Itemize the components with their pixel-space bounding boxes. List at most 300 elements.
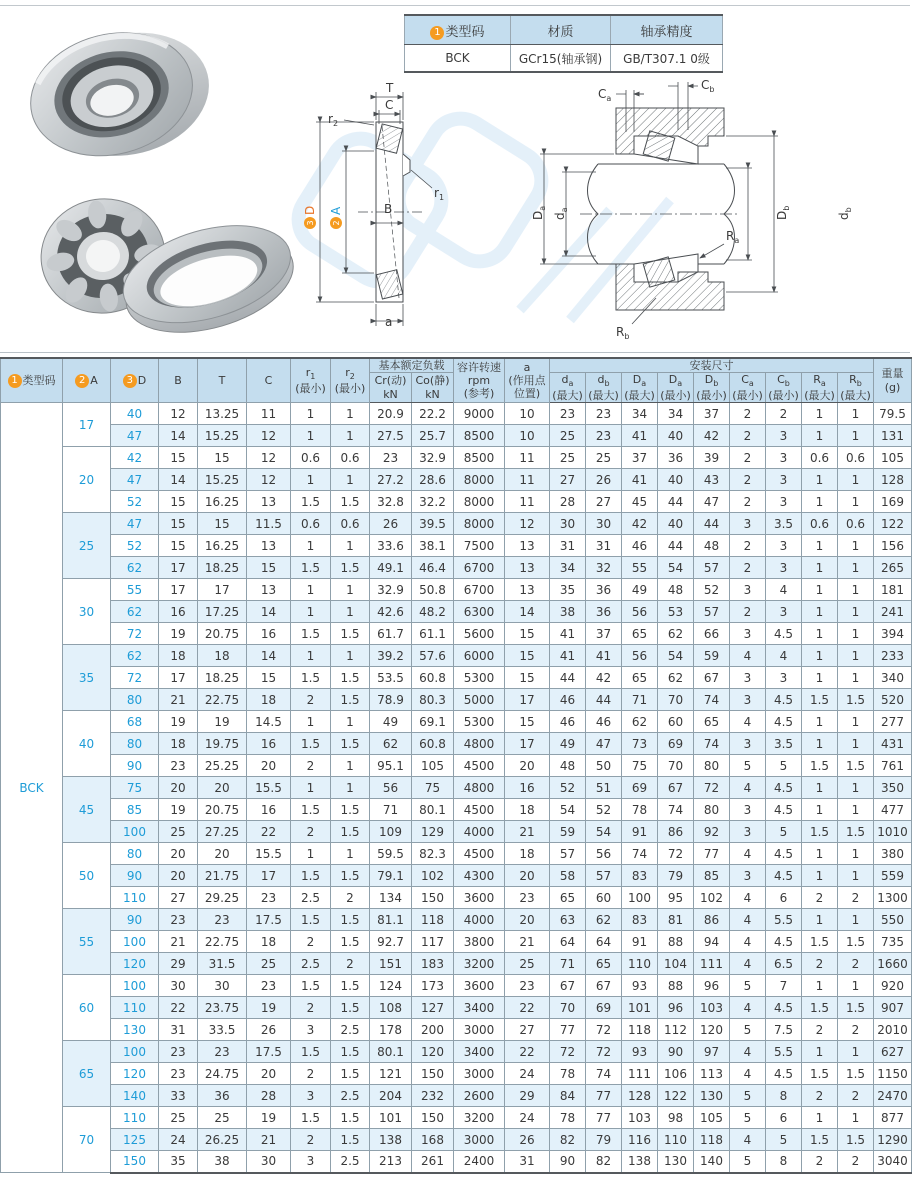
table-row <box>1 667 912 689</box>
table-cell: 23 <box>247 887 291 909</box>
table-cell: 14 <box>159 425 198 447</box>
d-value-cell: 62 <box>111 557 159 579</box>
table-cell: 20 <box>198 777 247 799</box>
table-cell: 64 <box>550 931 586 953</box>
table-cell: 69.1 <box>412 711 454 733</box>
table-cell: 1.5 <box>802 1129 838 1151</box>
table-cell: 4.5 <box>766 997 802 1019</box>
table-cell: 48 <box>694 535 730 557</box>
table-cell: 60 <box>658 711 694 733</box>
table-cell: 130 <box>658 1151 694 1173</box>
table-cell: 127 <box>412 997 454 1019</box>
table-cell: 1 <box>331 711 370 733</box>
table-cell: 2 <box>331 887 370 909</box>
table-cell: 350 <box>874 777 912 799</box>
table-cell: 79 <box>586 1129 622 1151</box>
table-cell: 77 <box>586 1085 622 1107</box>
table-cell: 62 <box>370 733 412 755</box>
d-value-cell: 52 <box>111 535 159 557</box>
table-cell: 94 <box>694 931 730 953</box>
table-cell: 1 <box>331 601 370 623</box>
table-cell: 42 <box>622 513 658 535</box>
table-cell: 1.5 <box>291 909 331 931</box>
d-value-cell: 62 <box>111 601 159 623</box>
table-cell: 20 <box>247 1063 291 1085</box>
table-cell: 39 <box>694 447 730 469</box>
table-cell: 5000 <box>454 689 505 711</box>
table-cell: 31 <box>550 535 586 557</box>
table-cell: 88 <box>658 931 694 953</box>
table-cell: 21 <box>247 1129 291 1151</box>
table-cell: 2 <box>838 887 874 909</box>
table-cell: 30 <box>550 513 586 535</box>
table-cell: 431 <box>874 733 912 755</box>
table-cell: 2 <box>802 887 838 909</box>
table-cell: 169 <box>874 491 912 513</box>
table-cell: 13 <box>505 579 550 601</box>
table-cell: 1 <box>331 579 370 601</box>
table-cell: 1 <box>291 403 331 425</box>
table-cell: 3 <box>291 1019 331 1041</box>
table-cell: 78 <box>550 1107 586 1129</box>
table-cell: 53 <box>658 601 694 623</box>
table-cell: 1.5 <box>331 491 370 513</box>
table-cell: 1 <box>838 777 874 799</box>
table-cell: 477 <box>874 799 912 821</box>
table-cell: 1 <box>802 843 838 865</box>
table-cell: 7 <box>766 975 802 997</box>
table-cell: 130 <box>694 1085 730 1107</box>
d-value-cell: 52 <box>111 491 159 513</box>
table-cell: 1 <box>838 667 874 689</box>
table-cell: 3600 <box>454 975 505 997</box>
col-header-a: 2 A <box>63 358 111 403</box>
table-cell: 32.8 <box>370 491 412 513</box>
table-cell: 88 <box>658 975 694 997</box>
table-cell: 1.5 <box>331 667 370 689</box>
table-cell: 82.3 <box>412 843 454 865</box>
table-cell: 48.2 <box>412 601 454 623</box>
table-cell: 10 <box>505 403 550 425</box>
d-value-cell: 72 <box>111 667 159 689</box>
table-cell: 1.5 <box>291 623 331 645</box>
table-cell: 1 <box>838 535 874 557</box>
table-cell: 2 <box>838 1151 874 1173</box>
table-cell: 1 <box>838 557 874 579</box>
table-cell: 14 <box>159 469 198 491</box>
table-cell: 4800 <box>454 777 505 799</box>
table-cell: 1 <box>838 733 874 755</box>
table-cell: 23 <box>198 909 247 931</box>
table-cell: 46.4 <box>412 557 454 579</box>
table-cell: 42 <box>586 667 622 689</box>
table-cell: 19 <box>247 997 291 1019</box>
table-cell: 49 <box>550 733 586 755</box>
table-cell: 2 <box>331 953 370 975</box>
table-cell: 22 <box>159 997 198 1019</box>
a-value-cell: 65 <box>63 1041 111 1107</box>
table-cell: 80 <box>694 799 730 821</box>
table-cell: 3 <box>766 425 802 447</box>
table-cell: 2 <box>838 953 874 975</box>
table-cell: 122 <box>658 1085 694 1107</box>
table-cell: 62 <box>658 667 694 689</box>
table-cell: 16 <box>247 799 291 821</box>
table-cell: 1 <box>291 469 331 491</box>
table-cell: 4 <box>730 887 766 909</box>
table-cell: 92 <box>694 821 730 843</box>
table-cell: 52 <box>586 799 622 821</box>
table-cell: 66 <box>694 623 730 645</box>
table-cell: 2.5 <box>331 1019 370 1041</box>
table-cell: 1.5 <box>802 931 838 953</box>
table-cell: 12 <box>247 447 291 469</box>
table-cell: 4500 <box>454 799 505 821</box>
table-cell: 6700 <box>454 557 505 579</box>
table-cell: 204 <box>370 1085 412 1107</box>
table-cell: 91 <box>622 931 658 953</box>
table-cell: 3 <box>766 469 802 491</box>
table-cell: 3400 <box>454 1041 505 1063</box>
table-cell: 4 <box>730 711 766 733</box>
table-cell: 41 <box>550 645 586 667</box>
table-cell: 35 <box>159 1151 198 1173</box>
table-row <box>1 931 912 953</box>
table-cell: 3.5 <box>766 733 802 755</box>
table-cell: 1.5 <box>331 931 370 953</box>
table-cell: 1 <box>802 601 838 623</box>
table-cell: 2400 <box>454 1151 505 1173</box>
table-cell: 93 <box>622 975 658 997</box>
table-cell: 1.5 <box>331 1107 370 1129</box>
table-cell: 19 <box>198 711 247 733</box>
table-cell: 5300 <box>454 711 505 733</box>
table-cell: 71 <box>550 953 586 975</box>
table-cell: 15 <box>159 447 198 469</box>
table-cell: 1 <box>291 425 331 447</box>
table-cell: 50.8 <box>412 579 454 601</box>
d-value-cell: 110 <box>111 1107 159 1129</box>
table-cell: 1.5 <box>331 689 370 711</box>
table-cell: 2 <box>291 1063 331 1085</box>
table-cell: 28 <box>550 491 586 513</box>
table-cell: 6 <box>766 887 802 909</box>
table-cell: 38 <box>550 601 586 623</box>
table-cell: 1.5 <box>291 733 331 755</box>
table-cell: 14.5 <box>247 711 291 733</box>
table-cell: 75 <box>412 777 454 799</box>
table-cell: 95.1 <box>370 755 412 777</box>
table-cell: 20.9 <box>370 403 412 425</box>
table-cell: 2 <box>730 469 766 491</box>
d-value-cell: 100 <box>111 1041 159 1063</box>
dim-label-a: a <box>385 315 393 329</box>
table-cell: 49.1 <box>370 557 412 579</box>
table-cell: 1.5 <box>291 557 331 579</box>
table-cell: 31 <box>505 1151 550 1173</box>
table-cell: 3600 <box>454 887 505 909</box>
table-cell: 22 <box>247 821 291 843</box>
table-cell: 8000 <box>454 491 505 513</box>
table-cell: 1 <box>802 733 838 755</box>
table-cell: 17 <box>159 557 198 579</box>
table-cell: 5 <box>730 1019 766 1041</box>
table-cell: 57 <box>694 601 730 623</box>
table-cell: 23 <box>550 403 586 425</box>
table-cell: 261 <box>412 1151 454 1173</box>
table-cell: 23.75 <box>198 997 247 1019</box>
table-cell: 1.5 <box>291 667 331 689</box>
table-cell: 49 <box>622 579 658 601</box>
table-cell: 96 <box>694 975 730 997</box>
table-cell: 25.7 <box>412 425 454 447</box>
table-cell: 31 <box>159 1019 198 1041</box>
table-cell: 86 <box>658 821 694 843</box>
dim-label-r1: $r_1$ <box>434 186 445 202</box>
table-cell: 12 <box>505 513 550 535</box>
info-header-type-code: 1 类型码 <box>405 15 511 45</box>
table-cell: 2 <box>802 953 838 975</box>
table-cell: 25 <box>505 953 550 975</box>
table-cell: 28.6 <box>412 469 454 491</box>
table-cell: 90 <box>550 1151 586 1173</box>
table-row <box>1 601 912 623</box>
col-header-mount-1: $d_b$ (最大) <box>586 373 622 403</box>
table-cell: 1 <box>838 1107 874 1129</box>
table-cell: 138 <box>622 1151 658 1173</box>
table-cell: 550 <box>874 909 912 931</box>
table-cell: 18 <box>198 645 247 667</box>
table-cell: 77 <box>694 843 730 865</box>
bearing-photo-separated <box>34 191 305 350</box>
table-cell: 8 <box>766 1151 802 1173</box>
table-row <box>1 557 912 579</box>
table-cell: 4300 <box>454 865 505 887</box>
table-cell: 1 <box>838 601 874 623</box>
table-cell: 1.5 <box>802 689 838 711</box>
table-cell: 181 <box>874 579 912 601</box>
table-cell: 16 <box>247 733 291 755</box>
table-cell: 15.25 <box>198 469 247 491</box>
col-header-mount-0: $d_a$ (最大) <box>550 373 586 403</box>
table-cell: 1 <box>802 623 838 645</box>
table-cell: 18 <box>505 799 550 821</box>
table-cell: 19 <box>159 799 198 821</box>
page-top-rule <box>0 5 910 6</box>
table-cell: 2.5 <box>291 887 331 909</box>
table-row <box>1 1019 912 1041</box>
d-value-cell: 110 <box>111 887 159 909</box>
table-cell: 1 <box>838 799 874 821</box>
table-cell: 5 <box>766 821 802 843</box>
table-cell: 111 <box>694 953 730 975</box>
table-cell: 1.5 <box>331 1063 370 1085</box>
table-cell: 17.5 <box>247 909 291 931</box>
table-cell: 1.5 <box>802 755 838 777</box>
table-cell: 907 <box>874 997 912 1019</box>
table-cell: 1010 <box>874 821 912 843</box>
table-cell: 4 <box>730 777 766 799</box>
table-cell: 1.5 <box>291 799 331 821</box>
table-cell: 53.5 <box>370 667 412 689</box>
table-row <box>1 975 912 997</box>
table-cell: 30 <box>586 513 622 535</box>
table-cell: 17 <box>505 733 550 755</box>
col-header-a-pos: a (作用点 位置) <box>505 358 550 403</box>
col-group-mount: 安装尺寸 <box>550 358 874 373</box>
table-cell: 1.5 <box>838 689 874 711</box>
table-cell: 277 <box>874 711 912 733</box>
table-cell: 1 <box>802 557 838 579</box>
table-cell: 57 <box>694 557 730 579</box>
table-cell: 18 <box>247 689 291 711</box>
table-cell: 122 <box>874 513 912 535</box>
table-cell: 23 <box>159 909 198 931</box>
table-cell: 105 <box>694 1107 730 1129</box>
table-cell: 72 <box>694 777 730 799</box>
section-divider <box>0 352 910 353</box>
table-cell: 3 <box>730 733 766 755</box>
table-cell: 20 <box>505 755 550 777</box>
table-cell: 11 <box>505 491 550 513</box>
table-cell: 173 <box>412 975 454 997</box>
table-cell: 1 <box>331 535 370 557</box>
table-cell: 11 <box>505 469 550 491</box>
table-cell: 46 <box>622 535 658 557</box>
table-cell: 58 <box>550 865 586 887</box>
table-cell: 79.1 <box>370 865 412 887</box>
table-cell: 15 <box>505 645 550 667</box>
table-cell: 1 <box>838 909 874 931</box>
table-cell: 25 <box>247 953 291 975</box>
table-cell: 17 <box>198 579 247 601</box>
table-cell: 25 <box>159 1107 198 1129</box>
table-row <box>1 535 912 557</box>
table-cell: 16.25 <box>198 491 247 513</box>
d-value-cell: 90 <box>111 755 159 777</box>
table-cell: 15.5 <box>247 843 291 865</box>
col-header-t: T <box>198 358 247 403</box>
table-cell: 56 <box>370 777 412 799</box>
table-cell: 5 <box>766 755 802 777</box>
table-cell: 3 <box>730 865 766 887</box>
table-cell: 72 <box>586 1019 622 1041</box>
table-cell: 1 <box>331 425 370 447</box>
d-value-cell: 80 <box>111 733 159 755</box>
table-row <box>1 887 912 909</box>
table-cell: 121 <box>370 1063 412 1085</box>
table-cell: 97 <box>694 1041 730 1063</box>
table-row <box>1 491 912 513</box>
table-cell: 69 <box>586 997 622 1019</box>
table-cell: 15 <box>505 667 550 689</box>
d-value-cell: 47 <box>111 513 159 535</box>
dim-label-r2: $r_2$ <box>328 112 339 128</box>
dim-label-da-inner: $d_a$ <box>553 207 569 220</box>
table-cell: 40 <box>658 469 694 491</box>
table-cell: 65 <box>550 887 586 909</box>
table-cell: 5 <box>730 975 766 997</box>
a-value-cell: 60 <box>63 975 111 1041</box>
table-cell: 60.8 <box>412 733 454 755</box>
table-cell: 20 <box>198 843 247 865</box>
table-cell: 56 <box>622 645 658 667</box>
table-cell: 1.5 <box>802 1063 838 1085</box>
table-row <box>1 469 912 491</box>
table-row <box>1 821 912 843</box>
table-cell: 13 <box>247 491 291 513</box>
table-cell: 74 <box>658 799 694 821</box>
table-cell: 23 <box>198 1041 247 1063</box>
table-cell: 1.5 <box>331 799 370 821</box>
table-row <box>1 799 912 821</box>
table-cell: 241 <box>874 601 912 623</box>
col-header-mount-6: $C_b$ (最小) <box>766 373 802 403</box>
dim-label-B: B <box>384 202 393 216</box>
table-cell: 1 <box>291 777 331 799</box>
d-value-cell: 125 <box>111 1129 159 1151</box>
table-cell: 108 <box>370 997 412 1019</box>
table-cell: 39.2 <box>370 645 412 667</box>
table-cell: 128 <box>622 1085 658 1107</box>
table-cell: 81.1 <box>370 909 412 931</box>
table-cell: 25 <box>550 425 586 447</box>
table-cell: 14 <box>247 601 291 623</box>
table-cell: 7500 <box>454 535 505 557</box>
table-cell: 4000 <box>454 909 505 931</box>
table-cell: 22.75 <box>198 931 247 953</box>
table-cell: 77 <box>550 1019 586 1041</box>
table-cell: 80.1 <box>412 799 454 821</box>
table-cell: 60 <box>586 887 622 909</box>
table-cell: 340 <box>874 667 912 689</box>
table-cell: 13 <box>247 579 291 601</box>
table-cell: 3 <box>730 579 766 601</box>
table-cell: 16 <box>159 601 198 623</box>
table-cell: 23 <box>159 1063 198 1085</box>
table-cell: 2 <box>838 1019 874 1041</box>
table-cell: 1.5 <box>331 623 370 645</box>
table-cell: 6300 <box>454 601 505 623</box>
bearing-photo-assembled <box>17 12 222 176</box>
table-cell: 29.25 <box>198 887 247 909</box>
a-value-cell: 30 <box>63 579 111 645</box>
table-cell: 67 <box>694 667 730 689</box>
table-cell: 1.5 <box>331 975 370 997</box>
table-cell: 105 <box>412 755 454 777</box>
table-cell: 1.5 <box>331 997 370 1019</box>
table-cell: 80.1 <box>370 1041 412 1063</box>
table-cell: 26 <box>505 1129 550 1151</box>
table-cell: 1 <box>838 1041 874 1063</box>
table-cell: 70 <box>550 997 586 1019</box>
col-header-r2: $r_2$ (最小) <box>331 358 370 403</box>
table-cell: 1 <box>802 403 838 425</box>
table-cell: 8000 <box>454 469 505 491</box>
table-cell: 4 <box>730 953 766 975</box>
table-cell: 59 <box>694 645 730 667</box>
col-header-weight: 重量 (g) <box>874 358 912 403</box>
col-header-rpm: 容许转速 rpm (参考) <box>454 358 505 403</box>
table-cell: 64 <box>586 931 622 953</box>
col-header-type-code: 1 类型码 <box>1 358 63 403</box>
cross-section-diagram <box>300 80 490 336</box>
installation-diagram <box>528 76 853 346</box>
d-value-cell: 140 <box>111 1085 159 1107</box>
table-cell: 1 <box>838 491 874 513</box>
table-cell: 1 <box>331 469 370 491</box>
table-cell: 1 <box>291 535 331 557</box>
